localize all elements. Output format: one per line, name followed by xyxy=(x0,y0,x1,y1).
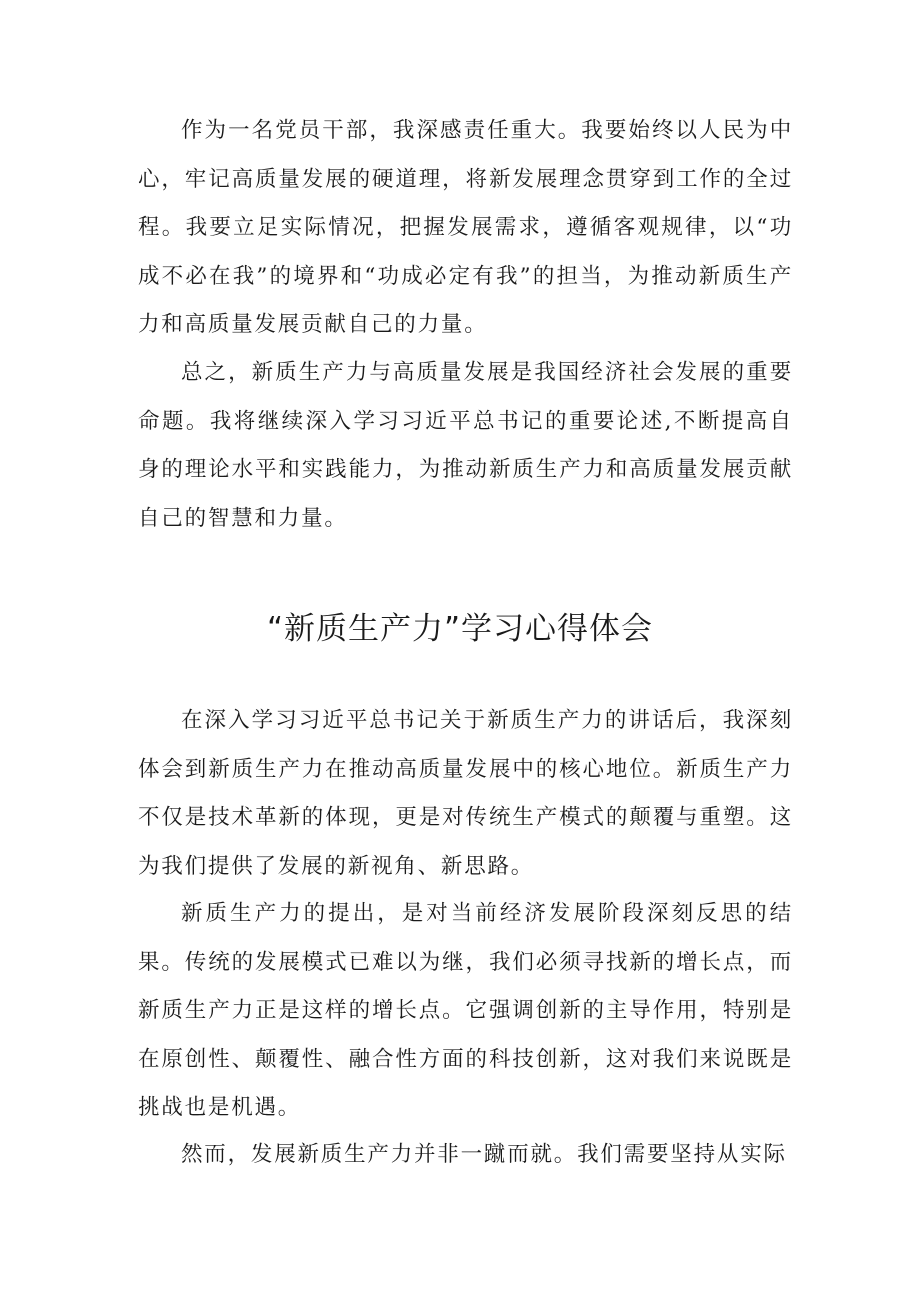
paragraph-study-insight: 在深入学习习近平总书记关于新质生产力的讲话后，我深刻体会到新质生产力在推动高质量发展中的核心地位。新质生产力不仅是技术革新的体现，更是对传统生产模式的颠覆与重塑。这为我们提供了发展的新视角、新思路。 xyxy=(138,708,793,879)
document-title: “新质生产力”学习心得体会 xyxy=(266,611,654,647)
paragraph-new-growth-point: 新质生产力的提出，是对当前经济发展阶段深刻反思的结果。传统的发展模式已难以为继，我们必须寻找新的增长点，而新质生产力正是这样的增长点。它强调创新的主导作用，特别是在原创性、颠覆性、融合性方面的科技创新，这对我们来说既是挑战也是机遇。 xyxy=(138,901,793,1120)
paragraph-continuation: 然而，发展新质生产力并非一蹴而就。我们需要坚持从实际 xyxy=(181,1142,787,1167)
paragraph-conclusion: 总之，新质生产力与高质量发展是我国经济社会发展的重要命题。我将继续深入学习习近平总书记的重要论述,不断提高自身的理论水平和实践能力，为推动新质生产力和高质量发展贡献自己的智慧和力量。 xyxy=(138,360,793,531)
paragraph-party-member-duty: 作为一名党员干部，我深感责任重大。我要始终以人民为中心，牢记高质量发展的硬道理，将新发展理念贯穿到工作的全过程。我要立足实际情况，把握发展需求，遵循客观规律，以“功成不必在我”的境界和“功成必定有我”的担当，为推动新质生产力和高质量发展贡献自己的力量。 xyxy=(138,118,793,337)
